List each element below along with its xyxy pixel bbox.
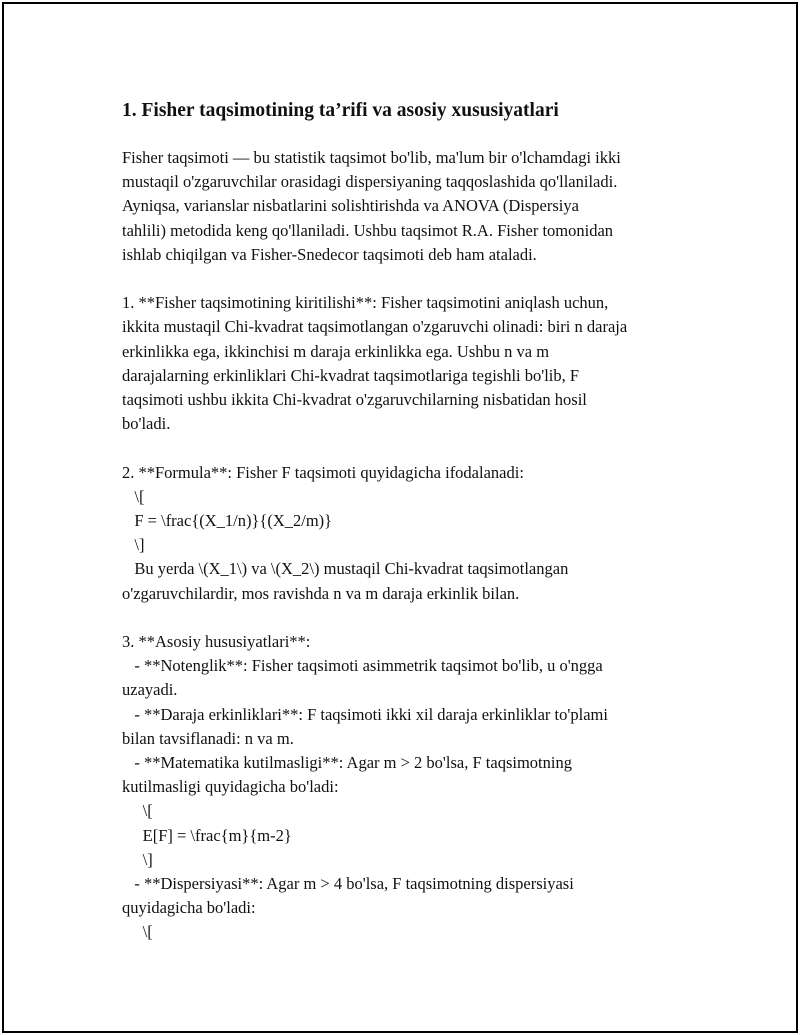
text-line: 1. **Fisher taqsimotining kiritilishi**: Fisher taqsimotini aniqlash uchun,	[122, 293, 609, 313]
paragraph-gap	[122, 436, 722, 460]
text-line: darajalarning erkinliklari Chi-kvadrat taqsimotlariga tegishli bo'lib, F	[122, 365, 580, 385]
document-page	[2, 2, 798, 1033]
text-line: uzayadi.	[122, 680, 178, 700]
document-title: 1. Fisher taqsimotining ta’rifi va asosiy xususiyatlari	[122, 100, 559, 121]
formula-line: \[	[122, 922, 153, 942]
text-line: quyidagicha bo'ladi:	[122, 898, 256, 918]
text-line: Ayniqsa, varianslar nisbatlarini solishtirishda va ANOVA (Dispersiya	[122, 196, 579, 216]
section-kiritilishi	[122, 291, 722, 436]
document-content	[122, 96, 722, 945]
text-line: bo'ladi.	[122, 414, 171, 434]
list-item: - **Notenglik**: Fisher taqsimoti asimmetrik taqsimot bo'lib, u o'ngga	[122, 656, 603, 676]
text-line: Bu yerda \(X_1\) va \(X_2\) mustaqil Chi-kvadrat taqsimotlangan	[122, 559, 569, 579]
text-line: o'zgaruvchilardir, mos ravishda n va m daraja erkinlik bilan.	[122, 583, 520, 603]
text-line: erkinlikka ega, ikkinchisi m daraja erkinlikka ega. Ushbu n va m	[122, 341, 550, 361]
text-line: mustaqil o'zgaruvchilar orasidagi dispersiyaning taqqoslashida qo'llaniladi.	[122, 172, 618, 192]
section-formula	[122, 461, 722, 606]
text-line: ishlab chiqilgan va Fisher-Snedecor taqsimoti deb ham ataladi.	[122, 244, 537, 264]
formula-line: \]	[122, 849, 153, 869]
text-line: kutilmasligi quyidagicha bo'ladi:	[122, 777, 339, 797]
formula-line: \[	[122, 801, 153, 821]
text-line: taqsimoti ushbu ikkita Chi-kvadrat o'zgaruvchilarning nisbatidan hosil	[122, 390, 587, 410]
section-hususiyatlari	[122, 630, 722, 945]
list-item: - **Daraja erkinliklari**: F taqsimoti ikki xil daraja erkinliklar to'plami	[122, 704, 608, 724]
text-line: bilan tavsiflanadi: n va m.	[122, 728, 294, 748]
list-item: - **Matematika kutilmasligi**: Agar m > 2 bo'lsa, F taqsimotning	[122, 753, 572, 773]
formula-line: F = \frac{(X_1/n)}{(X_2/m)}	[122, 511, 333, 531]
formula-line: \]	[122, 535, 145, 555]
list-item: - **Dispersiyasi**: Agar m > 4 bo'lsa, F taqsimotning dispersiyasi	[122, 874, 574, 894]
text-line: ikkita mustaqil Chi-kvadrat taqsimotlangan o'zgaruvchi olinadi: biri n daraja	[122, 317, 628, 337]
paragraph-gap	[122, 606, 722, 630]
paragraph-gap	[122, 267, 722, 291]
formula-line: \[	[122, 486, 145, 506]
text-line: 2. **Formula**: Fisher F taqsimoti quyidagicha ifodalanadi:	[122, 462, 524, 482]
text-line: Fisher taqsimoti — bu statistik taqsimot bo'lib, ma'lum bir o'lchamdagi ikki	[122, 148, 621, 167]
formula-line: E[F] = \frac{m}{m-2}	[122, 825, 292, 845]
text-line: tahlili) metodida keng qo'llaniladi. Ushbu taqsimot R.A. Fisher tomonidan	[122, 220, 614, 240]
intro-paragraph	[122, 146, 722, 267]
text-line: 3. **Asosiy hususiyatlari**:	[122, 632, 311, 652]
